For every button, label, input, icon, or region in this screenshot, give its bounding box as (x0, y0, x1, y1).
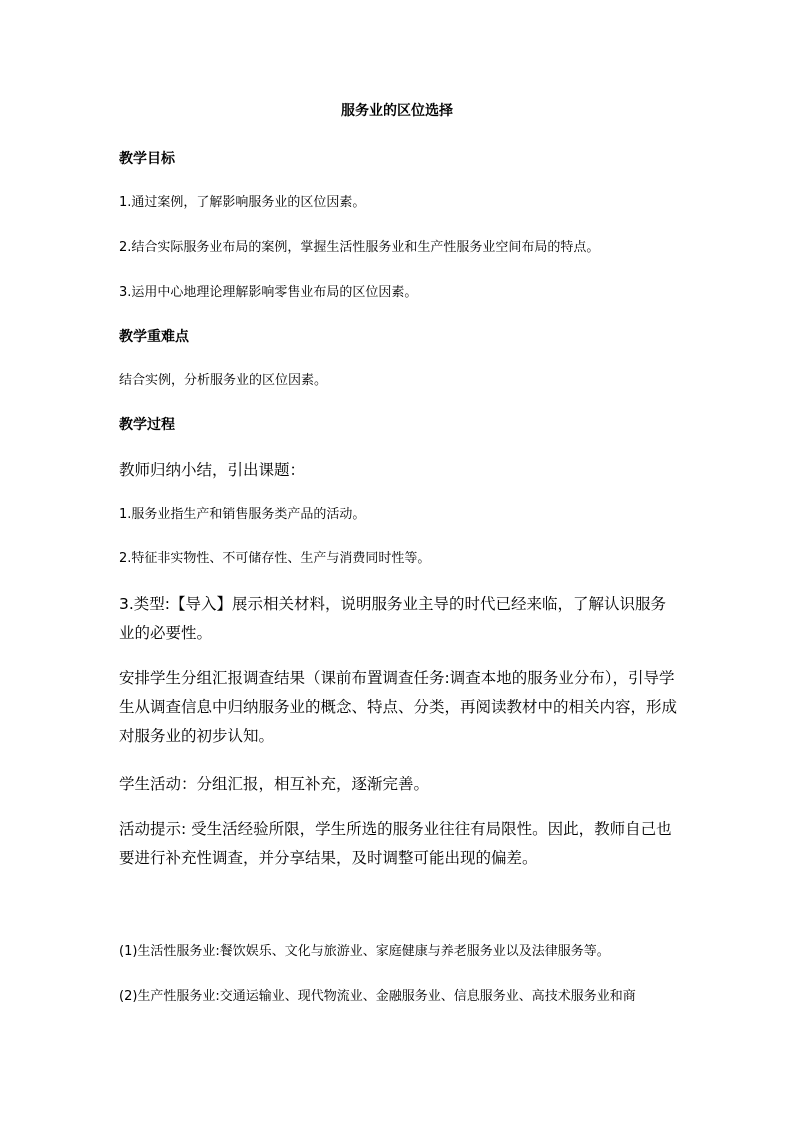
service-type-1: (1)生活性服务业:餐饮娱乐、文化与旅游业、家庭健康与养老服务业以及法律服务等。 (119, 944, 610, 959)
paragraph-group-report: 安排学生分组汇报调查结果（课前布置调查任务:调查本地的服务业分布），引导学生从调查信息中归纳服务业的概念、特点、分类，再阅读教材中的相关内容，形成对服务业的初步认知。 (119, 669, 678, 745)
paragraph-student-activity: 学生活动：分组汇报，相互补充，逐渐完善。 (119, 775, 430, 793)
goal-item-3: 3.运用中心地理论理解影响零售业布局的区位因素。 (119, 285, 418, 300)
document-title: 服务业的区位选择 (341, 103, 453, 119)
key-points-text: 结合实例，分析服务业的区位因素。 (119, 373, 328, 388)
process-point-3: 3.类型:【导入】展示相关材料，说明服务业主导的时代已经来临，了解认识服务业的必要性。 (119, 595, 667, 642)
summary-intro: 教师归纳小结，引出课题： (119, 461, 306, 479)
process-point-1: 1.服务业指生产和销售服务类产品的活动。 (119, 507, 366, 522)
heading-teaching-process: 教学过程 (119, 417, 175, 433)
process-point-2: 2.特征非实物性、不可储存性、生产与消费同时性等。 (119, 551, 431, 566)
heading-teaching-goals: 教学目标 (119, 151, 175, 167)
service-type-2: (2)生产性服务业:交通运输业、现代物流业、金融服务业、信息服务业、高技术服务业和商 (119, 989, 636, 1004)
heading-key-difficult-points: 教学重难点 (119, 329, 189, 345)
paragraph-activity-tip: 活动提示: 受生活经验所限，学生所选的服务业往往有局限性。因此，教师自己也要进行补充性调查，并分享结果，及时调整可能出现的偏差。 (119, 820, 672, 867)
goal-item-1: 1.通过案例，了解影响服务业的区位因素。 (119, 195, 366, 210)
goal-item-2: 2.结合实际服务业布局的案例，掌握生活性服务业和生产性服务业空间布局的特点。 (119, 240, 600, 255)
